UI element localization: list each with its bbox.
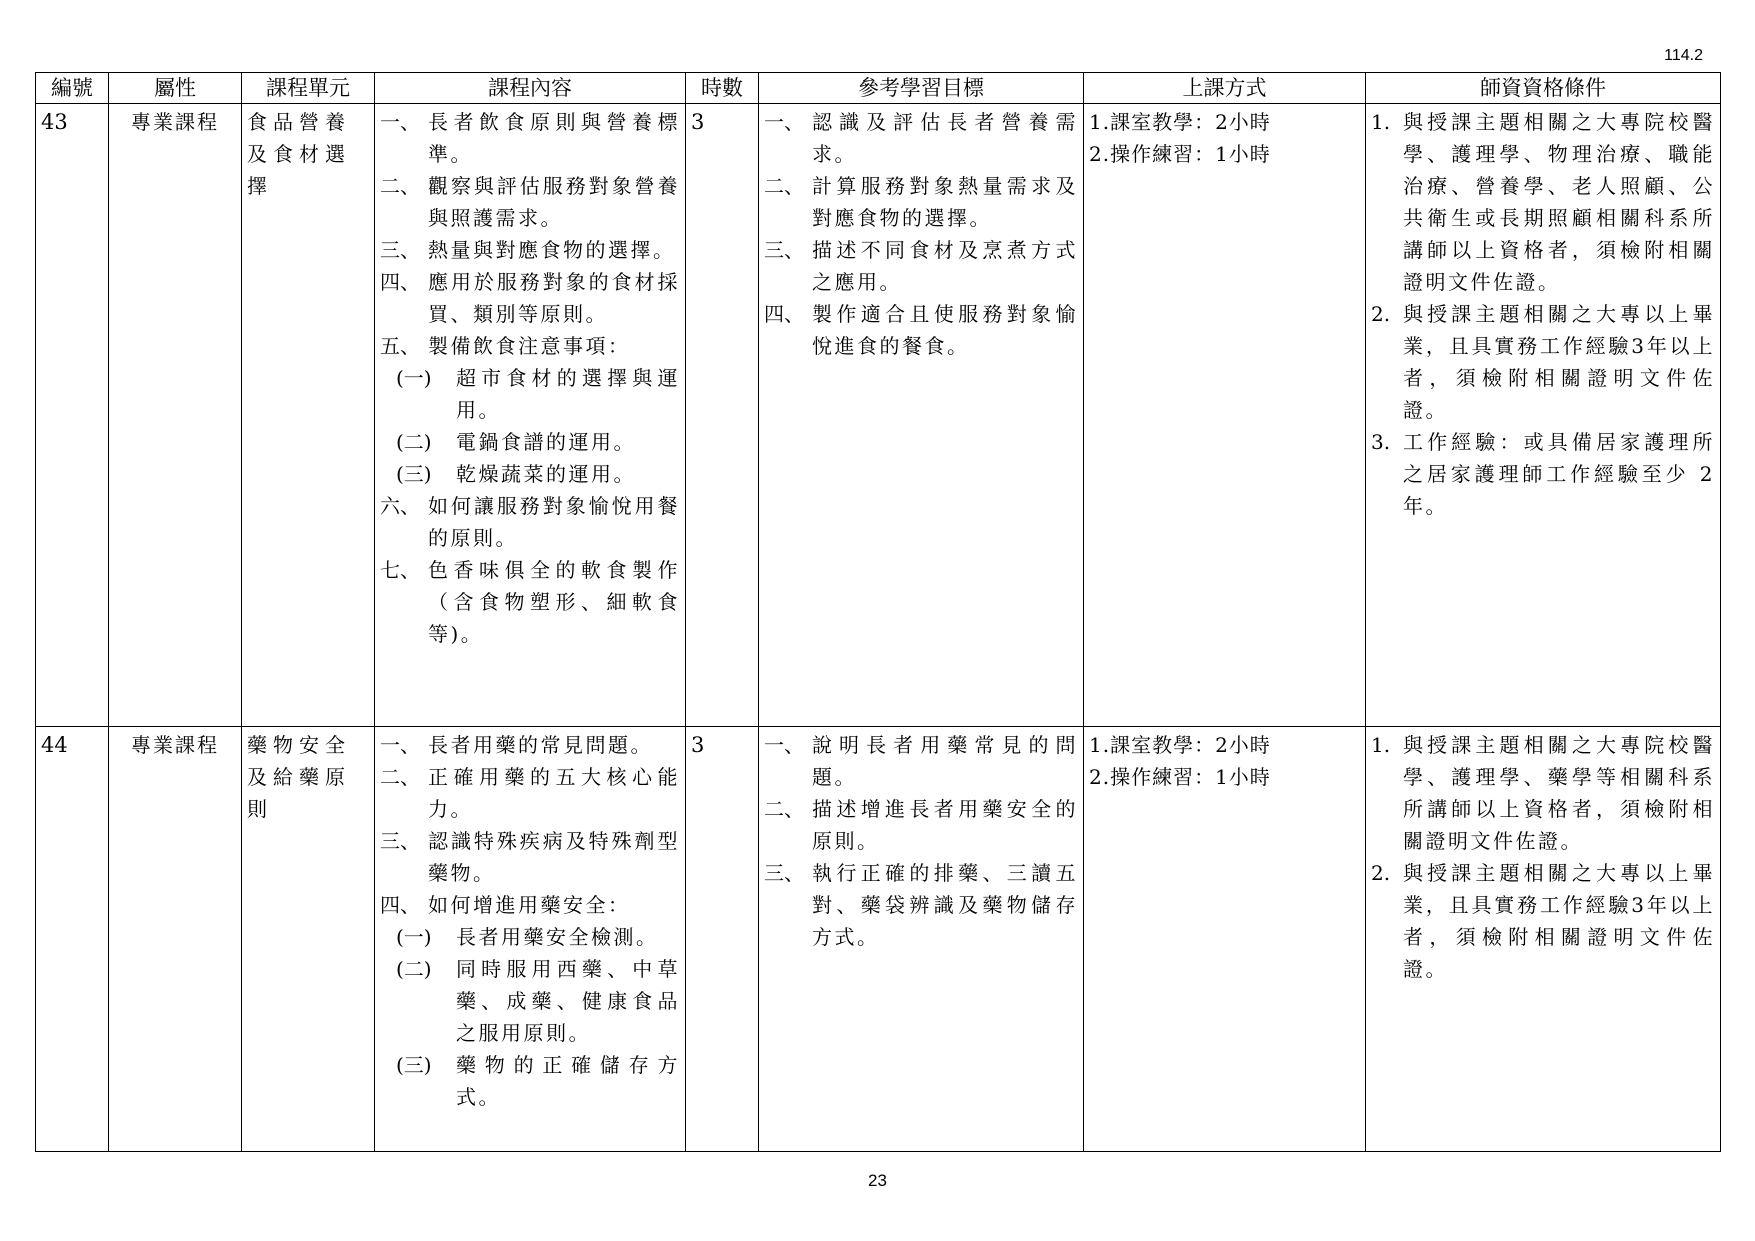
item-marker: (二): [396, 957, 432, 981]
method-item: 2.操作練習：1小時: [1089, 765, 1271, 789]
item-text: 長者飲食原則與營養標準。: [428, 110, 680, 166]
item-text: 應用於服務對象的食材採買、類別等原則。: [428, 270, 680, 326]
item-text: 與授課主題相關之大專以上畢業，且具實務工作經驗3年以上者，須檢附相關證明文件佐證。: [1403, 302, 1715, 422]
list-item: [380, 1049, 680, 1113]
item-text: 如何增進用藥安全：: [428, 893, 631, 917]
list-item: [764, 170, 1078, 234]
item-marker: 1.: [1371, 110, 1391, 134]
method-item: 1.課室教學：2小時: [1089, 733, 1271, 757]
item-text: 認識特殊疾病及特殊劑型藥物。: [428, 829, 680, 885]
course-hours: 3: [686, 727, 759, 1152]
table-header-row: [36, 73, 1721, 104]
list-item: [380, 825, 680, 889]
list-item: [380, 889, 680, 921]
item-marker: 三、: [380, 238, 420, 262]
learning-objectives: [759, 727, 1084, 1152]
item-marker: (一): [396, 366, 432, 390]
list-item: [380, 266, 680, 330]
list-item: [1371, 106, 1715, 298]
list-item: [380, 458, 680, 490]
header-objectives: 參考學習目標: [759, 73, 1084, 104]
item-marker: 2.: [1371, 302, 1391, 326]
item-marker: (三): [396, 1053, 432, 1077]
method-item: 2.操作練習：1小時: [1089, 142, 1271, 166]
item-marker: 七、: [380, 558, 420, 582]
list-item: [1371, 426, 1715, 522]
item-marker: 三、: [764, 238, 804, 262]
header-unit: 課程單元: [242, 73, 375, 104]
list-item: [380, 490, 680, 554]
item-text: 描述不同食材及烹煮方式之應用。: [812, 238, 1078, 294]
item-marker: 一、: [380, 733, 420, 757]
list-item: [764, 106, 1078, 170]
item-marker: 2.: [1371, 861, 1391, 885]
class-method: [1084, 727, 1366, 1152]
item-marker: 四、: [380, 893, 420, 917]
item-marker: (二): [396, 430, 432, 454]
course-attribute: 專業課程: [109, 104, 242, 727]
list-item: [380, 729, 680, 761]
course-content: [375, 727, 686, 1152]
list-item: [1371, 298, 1715, 426]
list-item: [380, 106, 680, 170]
header-qualifications: 師資資格條件: [1366, 73, 1721, 104]
list-item: [764, 234, 1078, 298]
item-marker: 三、: [764, 861, 804, 885]
teacher-qualifications: [1366, 104, 1721, 727]
item-text: 電鍋食譜的運用。: [456, 430, 636, 454]
item-text: 長者用藥的常見問題。: [428, 733, 653, 757]
header-number: 編號: [36, 73, 109, 104]
course-unit: 食品營養及食材選擇: [242, 104, 375, 727]
list-item: [764, 298, 1078, 362]
item-marker: 一、: [764, 733, 804, 757]
item-text: 工作經驗：或具備居家護理所之居家護理師工作經驗至少 2 年。: [1403, 430, 1715, 518]
item-marker: 四、: [380, 270, 420, 294]
item-marker: 六、: [380, 494, 420, 518]
list-item: [380, 234, 680, 266]
class-method: [1084, 104, 1366, 727]
page-number: 23: [868, 1171, 887, 1190]
course-number: 43: [36, 104, 109, 727]
item-text: 正確用藥的五大核心能力。: [428, 765, 680, 821]
list-item: [380, 761, 680, 825]
list-item: [380, 554, 680, 650]
header-hours: 時數: [686, 73, 759, 104]
item-text: 與授課主題相關之大專院校醫學、護理學、藥學等相關科系所講師以上資格者，須檢附相關證明文件佐證。: [1403, 733, 1715, 853]
item-marker: 1.: [1371, 733, 1391, 757]
list-item: [764, 793, 1078, 857]
header-method: 上課方式: [1084, 73, 1366, 104]
item-marker: 三、: [380, 829, 420, 853]
item-marker: (三): [396, 462, 432, 486]
item-marker: 二、: [764, 174, 804, 198]
item-text: 熱量與對應食物的選擇。: [428, 238, 676, 262]
list-item: [380, 953, 680, 1049]
teacher-qualifications: [1366, 727, 1721, 1152]
item-marker: (一): [396, 925, 432, 949]
item-marker: 二、: [380, 765, 420, 789]
course-hours: 3: [686, 104, 759, 727]
item-text: 如何讓服務對象愉悅用餐的原則。: [428, 494, 680, 550]
header-attribute: 屬性: [109, 73, 242, 104]
table-row: [36, 104, 1721, 727]
item-text: 描述增進長者用藥安全的原則。: [812, 797, 1078, 853]
item-text: 與授課主題相關之大專院校醫學、護理學、物理治療、職能治療、營養學、老人照顧、公共衛生或長期照顧相關科系所講師以上資格者，須檢附相關證明文件佐證。: [1403, 110, 1715, 294]
list-item: [380, 330, 680, 362]
item-text: 同時服用西藥、中草藥、成藥、健康食品之服用原則。: [456, 957, 680, 1045]
learning-objectives: [759, 104, 1084, 727]
course-table: [35, 72, 1721, 1152]
document-version: 114.2: [1664, 47, 1703, 64]
item-text: 長者用藥安全檢測。: [456, 925, 659, 949]
item-text: 製作適合且使服務對象愉悅進食的餐食。: [812, 302, 1078, 358]
item-text: 乾燥蔬菜的運用。: [456, 462, 636, 486]
list-item: [380, 426, 680, 458]
item-marker: 五、: [380, 334, 420, 358]
course-attribute: 專業課程: [109, 727, 242, 1152]
item-marker: 四、: [764, 302, 804, 326]
item-marker: 一、: [764, 110, 804, 134]
item-text: 計算服務對象熱量需求及對應食物的選擇。: [812, 174, 1078, 230]
table-row: [36, 727, 1721, 1152]
item-text: 說明長者用藥常見的問題。: [812, 733, 1078, 789]
course-number: 44: [36, 727, 109, 1152]
item-marker: 二、: [380, 174, 420, 198]
item-text: 執行正確的排藥、三讀五對、藥袋辨識及藥物儲存方式。: [812, 861, 1078, 949]
list-item: [764, 857, 1078, 953]
header-content: 課程內容: [375, 73, 686, 104]
item-text: 藥物的正確儲存方式。: [456, 1053, 680, 1109]
item-marker: 二、: [764, 797, 804, 821]
item-text: 超市食材的選擇與運用。: [456, 366, 680, 422]
item-text: 色香味俱全的軟食製作（含食物塑形、細軟食等)。: [428, 558, 680, 646]
item-marker: 一、: [380, 110, 420, 134]
course-content: [375, 104, 686, 727]
item-marker: 3.: [1371, 430, 1391, 454]
list-item: [1371, 729, 1715, 857]
item-text: 與授課主題相關之大專以上畢業，且具實務工作經驗3年以上者，須檢附相關證明文件佐證。: [1403, 861, 1715, 981]
item-text: 製備飲食注意事項：: [428, 334, 631, 358]
list-item: [380, 921, 680, 953]
item-text: 認識及評估長者營養需求。: [812, 110, 1078, 166]
course-unit: 藥物安全及給藥原則: [242, 727, 375, 1152]
item-text: 觀察與評估服務對象營養與照護需求。: [428, 174, 680, 230]
list-item: [380, 170, 680, 234]
method-item: 1.課室教學：2小時: [1089, 110, 1271, 134]
list-item: [380, 362, 680, 426]
list-item: [1371, 857, 1715, 985]
list-item: [764, 729, 1078, 793]
